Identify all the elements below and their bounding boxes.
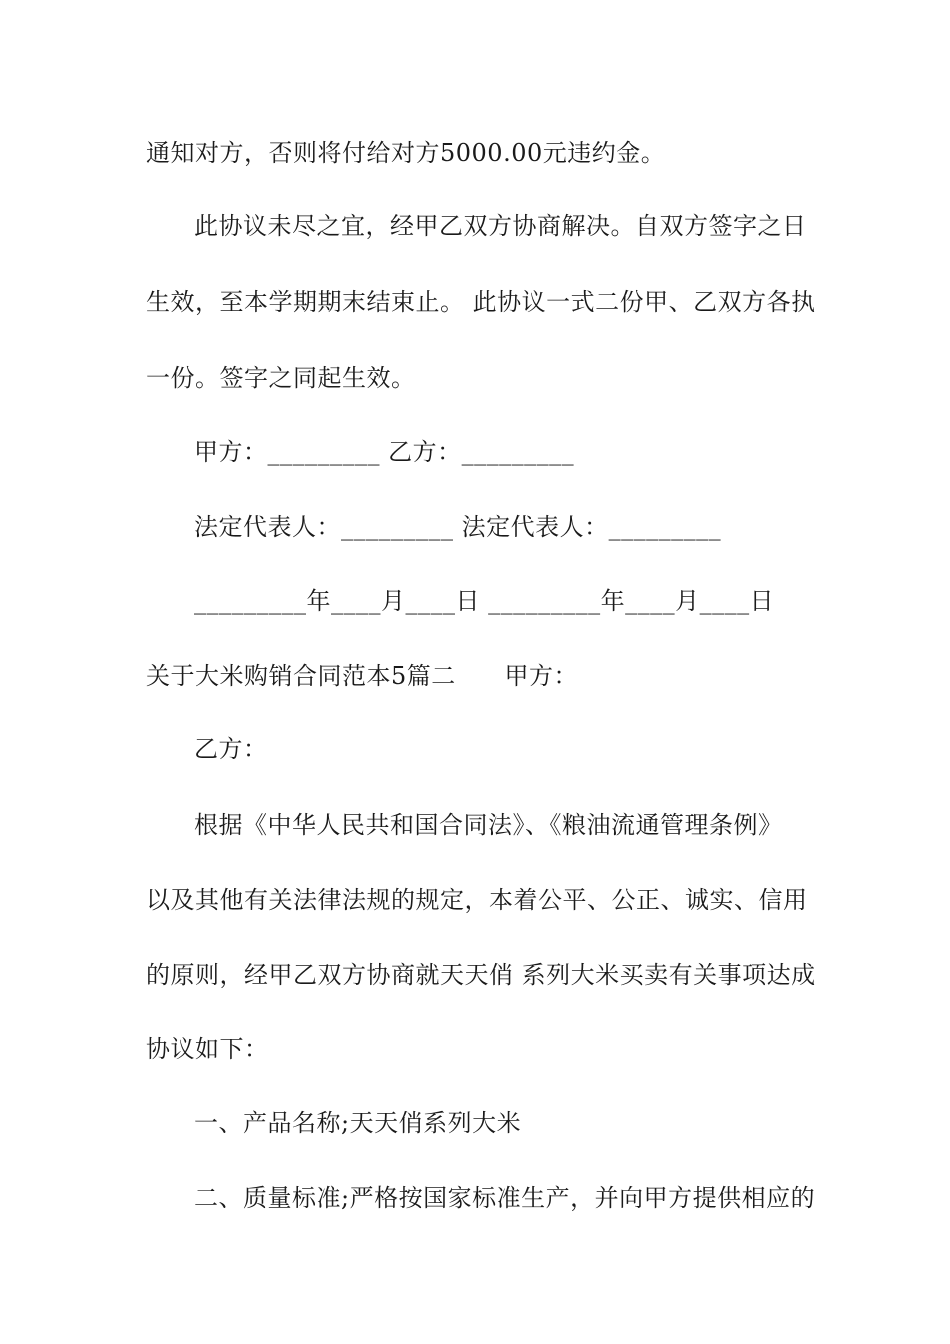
clause-line: 二、质量标准;严格按国家标准生产，并向甲方提供相应的 bbox=[194, 1184, 816, 1212]
date-line: _________年____月____日 _________年____月____日 bbox=[194, 587, 775, 615]
paragraph-line: 通知对方，否则将付给对方5000.00元违约金。 bbox=[146, 139, 666, 167]
legal-representative-line: 法定代表人：_________ 法定代表人：_________ bbox=[194, 513, 722, 541]
signature-parties-line: 甲方：_________ 乙方：_________ bbox=[194, 438, 575, 466]
party-b-line: 乙方： bbox=[194, 735, 268, 763]
section-heading: 关于大米购销合同范本5篇二 甲方： bbox=[146, 662, 579, 690]
paragraph-line: 此协议未尽之宜，经甲乙双方协商解决。自双方签字之日 bbox=[194, 212, 807, 240]
paragraph-line: 协议如下： bbox=[146, 1035, 269, 1063]
paragraph-line: 的原则，经甲乙双方协商就天天俏 系列大米买卖有关事项达成 bbox=[146, 961, 816, 989]
paragraph-line: 生效，至本学期期末结束止。 此协议一式二份甲、乙双方各执 bbox=[146, 288, 816, 316]
paragraph-line: 以及其他有关法律法规的规定，本着公平、公正、诚实、信用 bbox=[146, 886, 808, 914]
paragraph-line: 根据《中华人民共和国合同法》、《粮油流通管理条例》 bbox=[194, 811, 783, 839]
clause-line: 一、产品名称;天天俏系列大米 bbox=[194, 1109, 522, 1137]
paragraph-line: 一份。签字之同起生效。 bbox=[146, 364, 416, 392]
